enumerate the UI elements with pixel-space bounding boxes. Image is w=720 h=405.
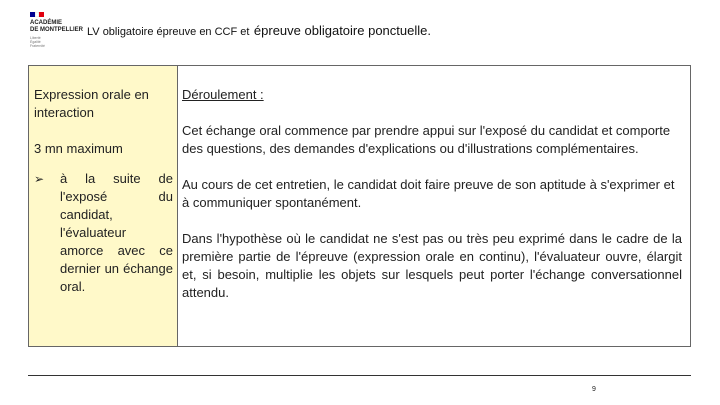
french-flag-icon (30, 12, 44, 17)
page-title-part-2: épreuve obligatoire ponctuelle. (253, 23, 431, 38)
content-table (28, 65, 691, 347)
logo-motto-2: Égalité (30, 40, 41, 44)
bullet-item (34, 170, 173, 296)
page-title-part-1: LV obligatoire épreuve en CCF et (87, 26, 250, 38)
footer-divider (28, 375, 691, 376)
page-number: 9 (592, 386, 596, 393)
duration-text: 3 mn maximum (34, 141, 123, 156)
section-title: Expression orale en interaction (34, 87, 149, 120)
logo-motto-3: Fraternité (30, 44, 45, 48)
paragraph-3: Dans l'hypothèse où le candidat ne s'est pas ou très peu exprimé dans le cadre de la première partie de l'épreuve (expression orale en continu), l'évaluateur ouvre, élargit et, si besoin, multiplie les objets sur lesquels peut porter l'échange conversationnel attendu. (182, 231, 682, 300)
paragraph-1: Cet échange oral commence par prendre appui sur l'exposé du candidat et comporte des questions, des demandes d'explications ou d'illustrations complémentaires. (182, 123, 671, 156)
paragraph-2: Au cours de cet entretien, le candidat doit faire preuve de son aptitude à s'exprimer et à communiquer spontanément. (182, 177, 675, 210)
logo-line-1: ACADÉMIE (30, 20, 63, 26)
right-column (178, 66, 690, 346)
logo-motto-1: Liberté (30, 36, 41, 40)
bullet-text: à la suite de l'exposé du candidat, l'évaluateur amorce avec ce dernier un échange oral. (60, 171, 173, 294)
logo-line-2: DE MONTPELLIER (30, 27, 84, 33)
academie-logo (30, 12, 82, 48)
arrow-bullet-icon: ➢ (34, 172, 45, 186)
page-title (87, 22, 431, 40)
deroulement-heading: Déroulement : (182, 87, 264, 102)
left-column (29, 66, 177, 346)
